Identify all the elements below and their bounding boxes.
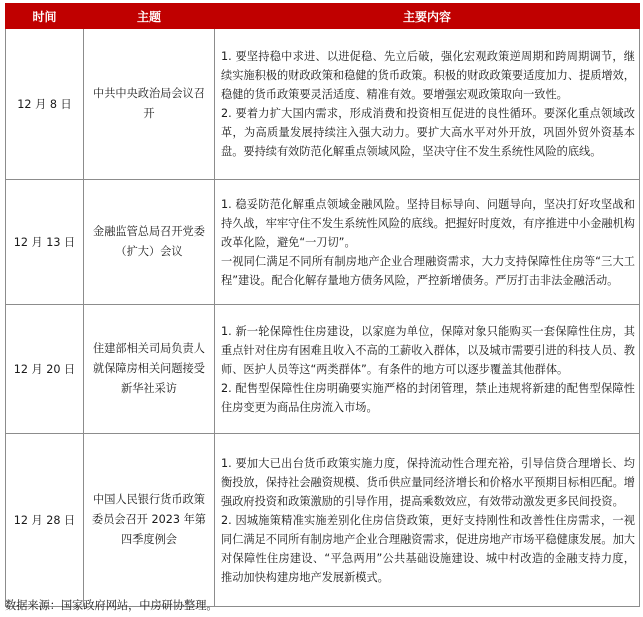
data-source-note: 数据来源：国家政府网站，中房研协整理。 bbox=[5, 599, 218, 612]
policy-table bbox=[5, 3, 640, 607]
content-paragraph: 1. 要坚持稳中求进、以进促稳、先立后破，强化宏观政策逆周期和跨周期调节，继续实施积极的财政政策和稳健的货币政策。积极的财政政策要适度加力、提质增效，稳健的货币政策要灵活适度、精准有效。要增强宏观政策取向一致性。 bbox=[221, 50, 635, 101]
table-row bbox=[6, 434, 640, 607]
row-content bbox=[215, 434, 640, 607]
content-paragraph: 1. 新一轮保障性住房建设，以家庭为单位，保障对象只能购买一套保障性住房，其重点针对住房有困难且收入不高的工薪收入群体，以及城市需要引进的科技人员、教师、医护人员等这“两类群体”。有条件的地方可以逐步覆盖其他群体。 bbox=[221, 324, 635, 376]
row-date: 12 月 20 日 bbox=[6, 305, 84, 434]
header-content: 主要内容 bbox=[215, 4, 640, 29]
row-content bbox=[215, 180, 640, 305]
content-paragraph: 2. 配售型保障性住房明确要实施严格的封闭管理，禁止违规将新建的配售型保障性住房变更为商品住房流入市场。 bbox=[221, 381, 635, 414]
content-paragraph: 1. 要加大已出台货币政策实施力度，保持流动性合理充裕，引导信贷合理增长、均衡投放，保持社会融资规模、货币供应量同经济增长和价格水平预期目标相匹配。增强政府投资和政策激励的引导作用，提高乘数效应，有效带动激发更多民间投资。 bbox=[221, 456, 635, 508]
table-row bbox=[6, 305, 640, 434]
header-time: 时间 bbox=[6, 4, 84, 29]
row-content bbox=[215, 305, 640, 434]
table-header-row bbox=[6, 4, 640, 29]
content-paragraph: 1. 稳妥防范化解重点领域金融风险。坚持目标导向、问题导向，坚决打好攻坚战和持久战，牢牢守住不发生系统性风险的底线。把握好时度效，有序推进中小金融机构改革化险，避免“一刀切”。 bbox=[221, 197, 635, 249]
content-paragraph: 2. 因城施策精准实施差别化住房信贷政策，更好支持刚性和改善性住房需求，一视同仁满足不同所有制房地产企业合理融资需求，促进房地产市场平稳健康发展。加大对保障性住房建设、“平急两用”公共基础设施建设、城中村改造的金融支持力度，推动加快构建房地产发展新模式。 bbox=[221, 513, 635, 584]
row-date: 12 月 13 日 bbox=[6, 180, 84, 305]
row-content bbox=[215, 29, 640, 180]
row-topic: 中共中央政治局会议召开 bbox=[84, 29, 215, 180]
content-paragraph: 一视同仁满足不同所有制房地产企业合理融资需求，大力支持保障性住房等“三大工程”建设。配合化解存量地方债务风险，严控新增债务。严厉打击非法金融活动。 bbox=[221, 254, 635, 287]
row-date: 12 月 8 日 bbox=[6, 29, 84, 180]
table-row bbox=[6, 29, 640, 180]
table-row bbox=[6, 180, 640, 305]
row-date: 12 月 28 日 bbox=[6, 434, 84, 607]
header-topic: 主题 bbox=[84, 4, 215, 29]
row-topic: 住建部相关司局负责人就保障房相关问题接受新华社采访 bbox=[84, 305, 215, 434]
row-topic: 金融监管总局召开党委（扩大）会议 bbox=[84, 180, 215, 305]
row-topic: 中国人民银行货币政策委员会召开 2023 年第四季度例会 bbox=[84, 434, 215, 607]
content-paragraph: 2. 要着力扩大国内需求，形成消费和投资相互促进的良性循环。要深化重点领域改革，为高质量发展持续注入强大动力。要扩大高水平对外开放，巩固外贸外资基本盘。要持续有效防范化解重点领域风险，坚决守住不发生系统性风险的底线。 bbox=[221, 107, 635, 158]
